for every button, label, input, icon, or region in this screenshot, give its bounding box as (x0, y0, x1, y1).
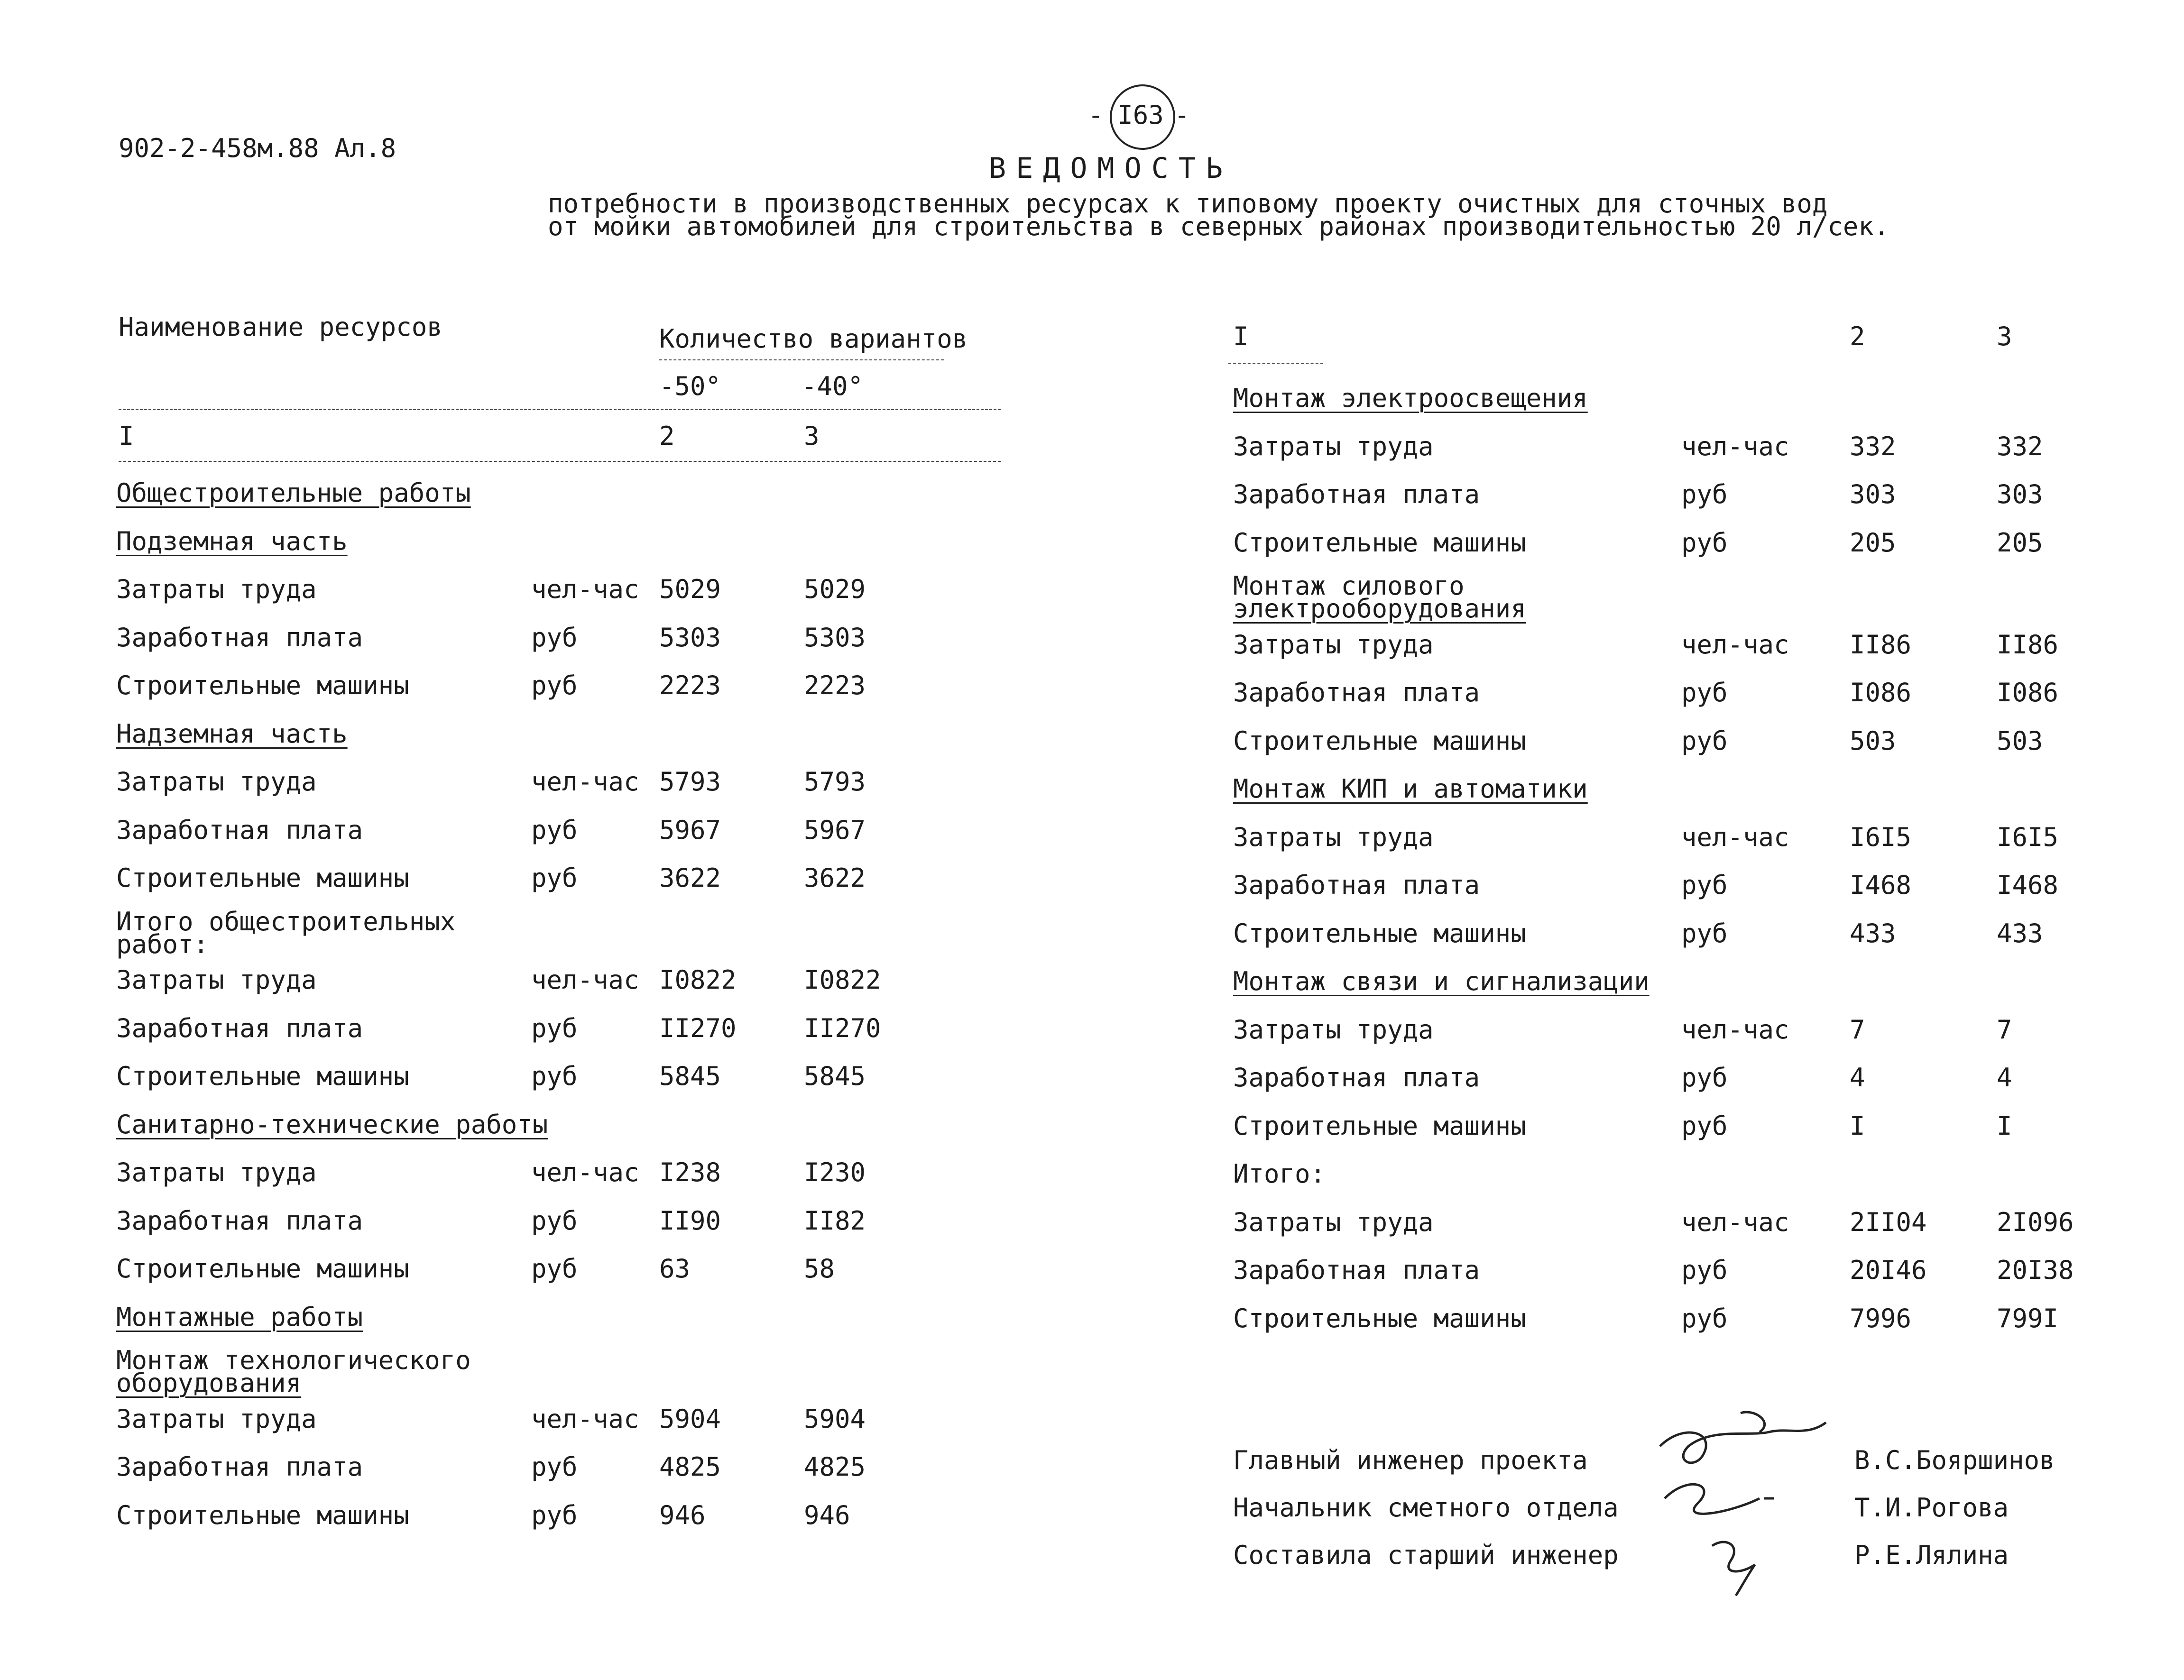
row-value-variant-1: I (1850, 1111, 1865, 1141)
row-unit: руб (1681, 918, 1728, 948)
group-heading-line-2: электрооборудования (1233, 594, 1526, 624)
row-value-variant-2: II82 (804, 1205, 866, 1236)
section-heading: Монтаж КИП и автоматики (1233, 774, 1588, 804)
row-value-variant-1: 433 (1850, 918, 1896, 948)
row-unit: руб (1681, 1111, 1728, 1141)
row-label: Заработная плата (1233, 1255, 1480, 1285)
left-header-col-1: I (119, 421, 134, 451)
row-value-variant-2: 4825 (804, 1452, 866, 1482)
row-value-variant-2: 5967 (804, 815, 866, 845)
row-label: Затраты труда (116, 1404, 317, 1434)
left-header-col-2: 2 (659, 421, 675, 451)
row-value-variant-2: 3622 (804, 863, 866, 893)
row-label: Строительные машины (1233, 918, 1526, 948)
row-label: Заработная плата (116, 622, 363, 652)
document-code: 902-2-458м.88 Ал.8 (119, 133, 396, 163)
row-value-variant-2: 5845 (804, 1061, 866, 1091)
page-number: I63 (1117, 100, 1164, 130)
right-header-col-2: 2 (1850, 321, 1865, 351)
row-value-variant-1: 5845 (659, 1061, 721, 1091)
signature-role: Главный инженер проекта (1233, 1445, 1588, 1475)
row-label: Строительные машины (116, 1500, 409, 1530)
row-value-variant-1: I086 (1850, 678, 1912, 707)
row-value-variant-2: 2I096 (1997, 1207, 2074, 1237)
row-value-variant-1: 503 (1850, 725, 1896, 756)
row-value-variant-2: 946 (804, 1500, 850, 1530)
row-value-variant-1: II86 (1850, 629, 1912, 660)
row-value-variant-1: 3622 (659, 863, 721, 893)
group-heading-line-1: Монтаж технологического (116, 1345, 471, 1375)
row-value-variant-2: 799I (1997, 1303, 2059, 1333)
signature-role: Начальник сметного отдела (1233, 1493, 1619, 1523)
row-label: Строительные машины (1233, 1111, 1526, 1141)
row-value-variant-1: I238 (659, 1157, 721, 1187)
row-value-variant-2: 58 (804, 1254, 835, 1284)
row-value-variant-2: 205 (1997, 527, 2043, 558)
row-value-variant-1: 946 (659, 1500, 706, 1530)
left-header-variant-1: -50° (659, 371, 721, 401)
row-value-variant-1: 5029 (659, 574, 721, 604)
row-unit: руб (531, 1452, 578, 1482)
row-value-variant-2: 5904 (804, 1404, 866, 1434)
row-value-variant-2: 5793 (804, 767, 866, 797)
left-header-variant-2: -40° (802, 371, 864, 401)
row-value-variant-1: 332 (1850, 431, 1896, 461)
row-value-variant-2: I086 (1997, 678, 2059, 707)
group-heading-line-1: Итого общестроительных (116, 906, 456, 936)
row-value-variant-1: 4825 (659, 1452, 721, 1482)
signature-role: Составила старший инженер (1233, 1540, 1619, 1570)
row-unit: руб (1681, 479, 1728, 509)
row-value-variant-2: 5303 (804, 622, 866, 652)
row-unit: чел-час (531, 1404, 639, 1434)
row-value-variant-1: 5904 (659, 1404, 721, 1434)
row-value-variant-1: 5967 (659, 815, 721, 845)
row-value-variant-1: 5793 (659, 767, 721, 797)
left-header-quantity-rule (659, 359, 944, 360)
row-unit: руб (531, 1013, 578, 1043)
row-value-variant-2: 503 (1997, 725, 2043, 756)
row-unit: руб (531, 670, 578, 700)
row-value-variant-2: 5029 (804, 574, 866, 604)
row-unit: руб (531, 1254, 578, 1284)
row-unit: руб (531, 1205, 578, 1236)
row-value-variant-2: II270 (804, 1013, 881, 1043)
row-label: Заработная плата (1233, 1063, 1480, 1092)
row-label: Заработная плата (116, 1205, 363, 1236)
group-heading-line-2: работ: (116, 929, 209, 959)
row-unit: руб (1681, 1063, 1728, 1092)
row-value-variant-2: I6I5 (1997, 822, 2059, 852)
row-value-variant-1: I0822 (659, 965, 737, 995)
row-value-variant-2: I (1997, 1111, 2012, 1141)
row-label: Заработная плата (116, 1013, 363, 1043)
row-value-variant-2: I468 (1997, 870, 2059, 900)
row-value-variant-1: 303 (1850, 479, 1896, 509)
row-value-variant-2: II86 (1997, 629, 2059, 660)
row-unit: чел-час (531, 1157, 639, 1187)
row-value-variant-1: I6I5 (1850, 822, 1912, 852)
section-heading: Монтажные работы (116, 1302, 363, 1332)
row-label: Строительные машины (116, 1061, 409, 1091)
row-value-variant-1: 20I46 (1850, 1255, 1927, 1285)
row-label: Заработная плата (1233, 479, 1480, 509)
section-heading: Монтаж связи и сигнализации (1233, 966, 1650, 996)
row-unit: чел-час (1681, 1014, 1789, 1045)
section-heading: Подземная часть (116, 526, 348, 556)
row-label: Строительные машины (116, 863, 409, 893)
row-unit: руб (531, 1500, 578, 1530)
row-value-variant-1: 4 (1850, 1063, 1865, 1092)
row-unit: чел-час (1681, 1207, 1789, 1237)
row-label: Затраты труда (116, 767, 317, 797)
row-unit: руб (1681, 725, 1728, 756)
left-header-resource-name: Наименование ресурсов (119, 312, 442, 342)
row-value-variant-1: I468 (1850, 870, 1912, 900)
row-label: Строительные машины (116, 1254, 409, 1284)
subtitle-line-2: от мойки автомобилей для строительства в северных районах производительностью 20 л/сек. (548, 211, 1889, 241)
row-value-variant-1: 5303 (659, 622, 721, 652)
row-unit: руб (1681, 870, 1728, 900)
row-value-variant-2: 7 (1997, 1014, 2012, 1045)
row-unit: чел-час (531, 767, 639, 797)
signature-name: Т.И.Рогова (1854, 1493, 2009, 1523)
row-unit: чел-час (1681, 629, 1789, 660)
row-unit: руб (1681, 678, 1728, 707)
section-heading: Общестроительные работы (116, 478, 471, 508)
row-label: Затраты труда (116, 965, 317, 995)
page-number-dash-left: - (1088, 100, 1104, 130)
row-unit: чел-час (531, 574, 639, 604)
row-value-variant-2: 20I38 (1997, 1255, 2074, 1285)
section-heading: Надземная часть (116, 718, 348, 749)
row-unit: чел-час (1681, 822, 1789, 852)
row-value-variant-2: 2223 (804, 670, 866, 700)
section-heading: Санитарно-технические работы (116, 1109, 548, 1139)
row-label: Затраты труда (1233, 1014, 1434, 1045)
signature-name: Р.Е.Лялина (1854, 1540, 2009, 1570)
row-value-variant-2: 332 (1997, 431, 2043, 461)
subtitle-line-1: потребности в производственных ресурсах к типовому проекту очистных для сточных вод (548, 189, 1828, 219)
row-value-variant-2: I230 (804, 1157, 866, 1187)
row-value-variant-1: 205 (1850, 527, 1896, 558)
row-label: Заработная плата (116, 1452, 363, 1482)
handwritten-signatures (1646, 1404, 1845, 1603)
row-label: Затраты труда (1233, 822, 1434, 852)
row-value-variant-1: 63 (659, 1254, 691, 1284)
right-header-col-1: I (1233, 321, 1249, 351)
row-unit: руб (1681, 527, 1728, 558)
signature-name: В.С.Бояршинов (1854, 1445, 2055, 1475)
group-heading-line-1: Монтаж силового (1233, 571, 1465, 601)
row-label: Заработная плата (1233, 870, 1480, 900)
page-number-dash-right: - (1174, 100, 1190, 130)
row-value-variant-1: 7996 (1850, 1303, 1912, 1333)
row-unit: чел-час (1681, 431, 1789, 461)
left-header-rule-2 (119, 461, 1001, 462)
row-label: Затраты труда (116, 574, 317, 604)
row-value-variant-2: 433 (1997, 918, 2043, 948)
row-label: Затраты труда (1233, 1207, 1434, 1237)
row-value-variant-2: I0822 (804, 965, 881, 995)
row-unit: руб (531, 863, 578, 893)
row-label: Строительные машины (116, 670, 409, 700)
row-value-variant-2: 4 (1997, 1063, 2012, 1092)
row-unit: руб (1681, 1303, 1728, 1333)
group-heading-line-2: оборудования (116, 1368, 302, 1398)
subtotal-heading: Итого: (1233, 1159, 1326, 1189)
document-title: ВЕДОМОСТЬ (989, 152, 1233, 185)
row-value-variant-1: II270 (659, 1013, 737, 1043)
row-value-variant-2: 303 (1997, 479, 2043, 509)
row-label: Строительные машины (1233, 527, 1526, 558)
row-value-variant-1: 7 (1850, 1014, 1865, 1045)
row-value-variant-1: 2223 (659, 670, 721, 700)
left-header-rule (119, 409, 1001, 410)
row-label: Строительные машины (1233, 1303, 1526, 1333)
row-unit: руб (531, 815, 578, 845)
row-unit: руб (531, 1061, 578, 1091)
row-label: Затраты труда (1233, 629, 1434, 660)
row-value-variant-1: 2II04 (1850, 1207, 1927, 1237)
row-unit: чел-час (531, 965, 639, 995)
row-label: Затраты труда (116, 1157, 317, 1187)
row-value-variant-1: II90 (659, 1205, 721, 1236)
right-header-col-3: 3 (1997, 321, 2012, 351)
left-header-quantity: Количество вариантов (659, 324, 968, 354)
row-unit: руб (531, 622, 578, 652)
row-label: Заработная плата (1233, 678, 1480, 707)
row-unit: руб (1681, 1255, 1728, 1285)
right-header-rule (1228, 363, 1323, 364)
section-heading: Монтаж электроосвещения (1233, 383, 1588, 413)
row-label: Затраты труда (1233, 431, 1434, 461)
row-label: Строительные машины (1233, 725, 1526, 756)
left-header-col-3: 3 (804, 421, 820, 451)
row-label: Заработная плата (116, 815, 363, 845)
